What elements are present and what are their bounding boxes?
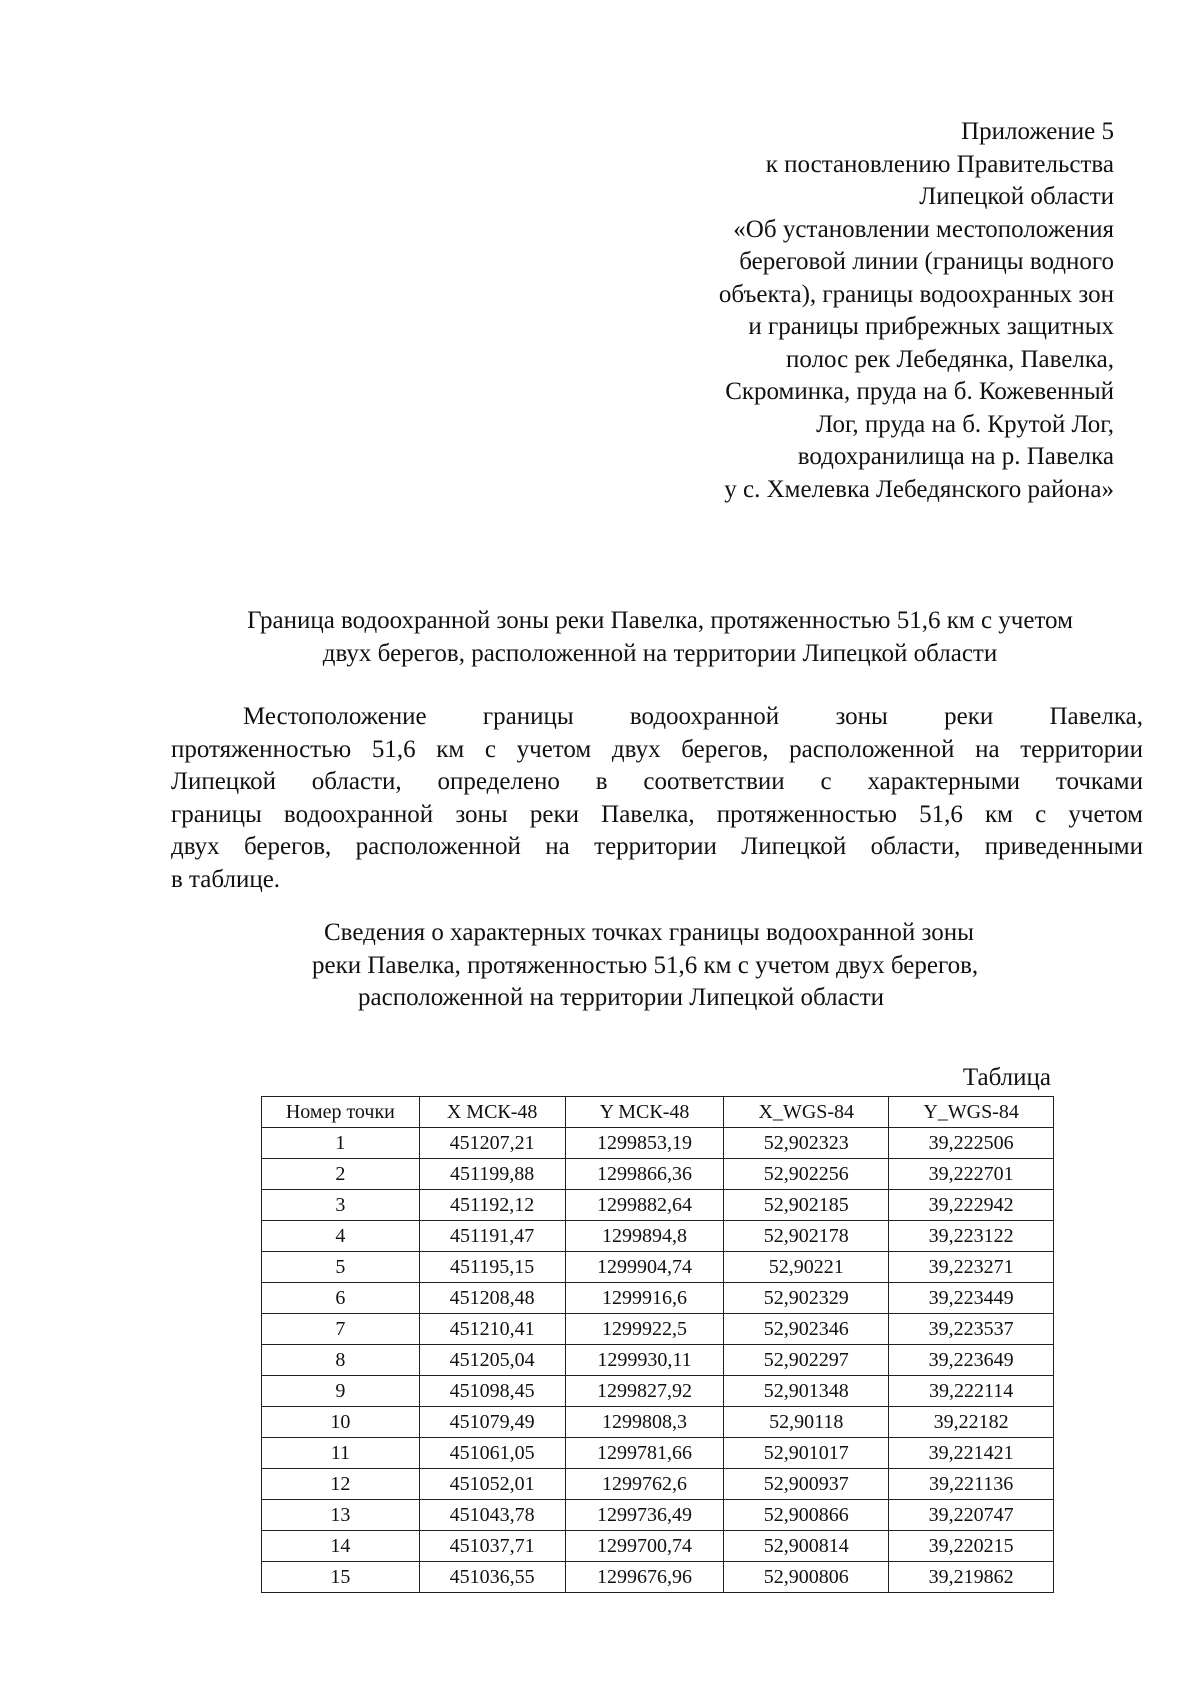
cell-y-msk48: 1299808,3: [565, 1407, 724, 1438]
cell-x-msk48: 451192,12: [419, 1190, 565, 1221]
cell-x-wgs84: 52,90221: [724, 1252, 889, 1283]
document-title: [170, 604, 1150, 670]
cell-x-msk48: 451210,41: [419, 1314, 565, 1345]
cell-x-wgs84: 52,902329: [724, 1283, 889, 1314]
cell-x-msk48: 451037,71: [419, 1531, 565, 1562]
table-row: [262, 1531, 1054, 1562]
appendix-line: береговой линии (границы водного: [739, 248, 1114, 275]
table-row: [262, 1314, 1054, 1345]
cell-x-wgs84: 52,902346: [724, 1314, 889, 1345]
appendix-line: Липецкой области: [919, 183, 1114, 210]
cell-x-wgs84: 52,900806: [724, 1562, 889, 1593]
body-line: протяженностью 51,6 км с учетом двух берегов, расположенной на территории: [171, 735, 1143, 763]
cell-y-wgs84: 39,220747: [889, 1500, 1054, 1531]
cell-y-msk48: 1299866,36: [565, 1159, 724, 1190]
header-y-msk48: Y МСК-48: [565, 1097, 724, 1128]
cell-y-wgs84: 39,222701: [889, 1159, 1054, 1190]
appendix-line: Лог, пруда на б. Крутой Лог,: [816, 410, 1114, 438]
cell-y-msk48: 1299853,19: [565, 1128, 724, 1159]
cell-x-msk48: 451079,49: [419, 1407, 565, 1438]
cell-point-number: 2: [262, 1159, 420, 1190]
cell-y-msk48: 1299676,96: [565, 1562, 724, 1593]
cell-point-number: 15: [262, 1562, 420, 1593]
appendix-line: объекта), границы водоохранных зон: [718, 280, 1114, 308]
body-paragraph: [171, 701, 1143, 896]
cell-y-msk48: 1299916,6: [565, 1283, 724, 1314]
cell-x-msk48: 451191,47: [419, 1221, 565, 1252]
table-caption: [296, 917, 1096, 1015]
caption-line: расположенной на территории Липецкой области: [358, 984, 885, 1011]
body-line: границы водоохранной зоны реки Павелка, протяженностью 51,6 км с учетом: [171, 800, 1143, 828]
body-line: Местоположение границы водоохранной зоны реки Павелка,: [243, 703, 1143, 730]
table-row: [262, 1562, 1054, 1593]
cell-y-wgs84: 39,220215: [889, 1531, 1054, 1562]
appendix-line: полос рек Лебедянка, Павелка,: [786, 345, 1114, 373]
cell-x-msk48: 451199,88: [419, 1159, 565, 1190]
appendix-line: к постановлению Правительства: [765, 150, 1114, 178]
cell-point-number: 5: [262, 1252, 420, 1283]
cell-y-msk48: 1299904,74: [565, 1252, 724, 1283]
table-row: [262, 1128, 1054, 1159]
cell-y-msk48: 1299827,92: [565, 1376, 724, 1407]
cell-y-msk48: 1299781,66: [565, 1438, 724, 1469]
table-row: [262, 1345, 1054, 1376]
caption-line: Сведения о характерных точках границы водоохранной зоны: [324, 919, 974, 946]
body-line: двух берегов, расположенной на территории Липецкой области, приведенными: [171, 833, 1143, 860]
cell-x-msk48: 451052,01: [419, 1469, 565, 1500]
cell-y-msk48: 1299762,6: [565, 1469, 724, 1500]
cell-x-msk48: 451061,05: [419, 1438, 565, 1469]
appendix-line: водохранилища на р. Павелка: [797, 443, 1114, 470]
cell-y-msk48: 1299882,64: [565, 1190, 724, 1221]
cell-x-wgs84: 52,90118: [724, 1407, 889, 1438]
table-row: [262, 1469, 1054, 1500]
cell-x-wgs84: 52,901348: [724, 1376, 889, 1407]
cell-y-wgs84: 39,219862: [889, 1562, 1054, 1593]
cell-y-wgs84: 39,22182: [889, 1407, 1054, 1438]
cell-x-msk48: 451205,04: [419, 1345, 565, 1376]
table-body: [262, 1128, 1054, 1593]
cell-y-wgs84: 39,222942: [889, 1190, 1054, 1221]
cell-y-msk48: 1299922,5: [565, 1314, 724, 1345]
cell-point-number: 3: [262, 1190, 420, 1221]
cell-y-wgs84: 39,223122: [889, 1221, 1054, 1252]
appendix-header: [594, 116, 1114, 506]
title-line: Граница водоохранной зоны реки Павелка, протяженностью 51,6 км с учетом: [247, 607, 1073, 634]
cell-point-number: 1: [262, 1128, 420, 1159]
cell-x-msk48: 451208,48: [419, 1283, 565, 1314]
cell-y-msk48: 1299894,8: [565, 1221, 724, 1252]
table-row: [262, 1438, 1054, 1469]
cell-y-wgs84: 39,222506: [889, 1128, 1054, 1159]
cell-point-number: 4: [262, 1221, 420, 1252]
table-row: [262, 1407, 1054, 1438]
table-header-row: [262, 1097, 1054, 1128]
cell-x-msk48: 451098,45: [419, 1376, 565, 1407]
table-row: [262, 1221, 1054, 1252]
cell-x-wgs84: 52,902323: [724, 1128, 889, 1159]
cell-y-wgs84: 39,223649: [889, 1345, 1054, 1376]
appendix-line: Приложение 5: [961, 118, 1114, 145]
appendix-line: Скроминка, пруда на б. Кожевенный: [725, 378, 1114, 405]
cell-point-number: 7: [262, 1314, 420, 1345]
appendix-line: и границы прибрежных защитных: [748, 313, 1114, 340]
cell-y-msk48: 1299930,11: [565, 1345, 724, 1376]
table-row: [262, 1283, 1054, 1314]
cell-x-wgs84: 52,902256: [724, 1159, 889, 1190]
table-row: [262, 1159, 1054, 1190]
cell-x-wgs84: 52,900814: [724, 1531, 889, 1562]
cell-y-wgs84: 39,221421: [889, 1438, 1054, 1469]
cell-y-wgs84: 39,223271: [889, 1252, 1054, 1283]
cell-x-msk48: 451043,78: [419, 1500, 565, 1531]
cell-y-wgs84: 39,222114: [889, 1376, 1054, 1407]
cell-point-number: 13: [262, 1500, 420, 1531]
header-x-wgs84: X_WGS-84: [724, 1097, 889, 1128]
table-row: [262, 1252, 1054, 1283]
cell-y-wgs84: 39,221136: [889, 1469, 1054, 1500]
cell-x-wgs84: 52,902178: [724, 1221, 889, 1252]
cell-x-msk48: 451207,21: [419, 1128, 565, 1159]
coordinates-table: [261, 1096, 1054, 1593]
cell-y-msk48: 1299700,74: [565, 1531, 724, 1562]
title-line: двух берегов, расположенной на территории Липецкой области: [322, 640, 998, 667]
cell-x-wgs84: 52,900937: [724, 1469, 889, 1500]
cell-x-wgs84: 52,902297: [724, 1345, 889, 1376]
table-label: Таблица: [962, 1064, 1051, 1091]
cell-point-number: 6: [262, 1283, 420, 1314]
body-line: в таблице.: [171, 865, 281, 893]
cell-x-wgs84: 52,902185: [724, 1190, 889, 1221]
cell-point-number: 11: [262, 1438, 420, 1469]
appendix-line: «Об установлении местоположения: [733, 215, 1114, 243]
cell-x-wgs84: 52,901017: [724, 1438, 889, 1469]
cell-x-msk48: 451195,15: [419, 1252, 565, 1283]
cell-y-msk48: 1299736,49: [565, 1500, 724, 1531]
cell-y-wgs84: 39,223537: [889, 1314, 1054, 1345]
table-row: [262, 1190, 1054, 1221]
cell-x-wgs84: 52,900866: [724, 1500, 889, 1531]
cell-point-number: 14: [262, 1531, 420, 1562]
table-row: [262, 1500, 1054, 1531]
table-row: [262, 1376, 1054, 1407]
header-x-msk48: X МСК-48: [419, 1097, 565, 1128]
caption-line: реки Павелка, протяженностью 51,6 км с учетом двух берегов,: [312, 951, 979, 979]
cell-y-wgs84: 39,223449: [889, 1283, 1054, 1314]
cell-point-number: 8: [262, 1345, 420, 1376]
header-point-number: Номер точки: [262, 1097, 420, 1128]
header-y-wgs84: Y_WGS-84: [889, 1097, 1054, 1128]
cell-point-number: 9: [262, 1376, 420, 1407]
cell-point-number: 12: [262, 1469, 420, 1500]
cell-point-number: 10: [262, 1407, 420, 1438]
cell-x-msk48: 451036,55: [419, 1562, 565, 1593]
appendix-line: у с. Хмелевка Лебедянского района»: [724, 475, 1114, 503]
body-line: Липецкой области, определено в соответствии с характерными точками: [171, 768, 1143, 795]
